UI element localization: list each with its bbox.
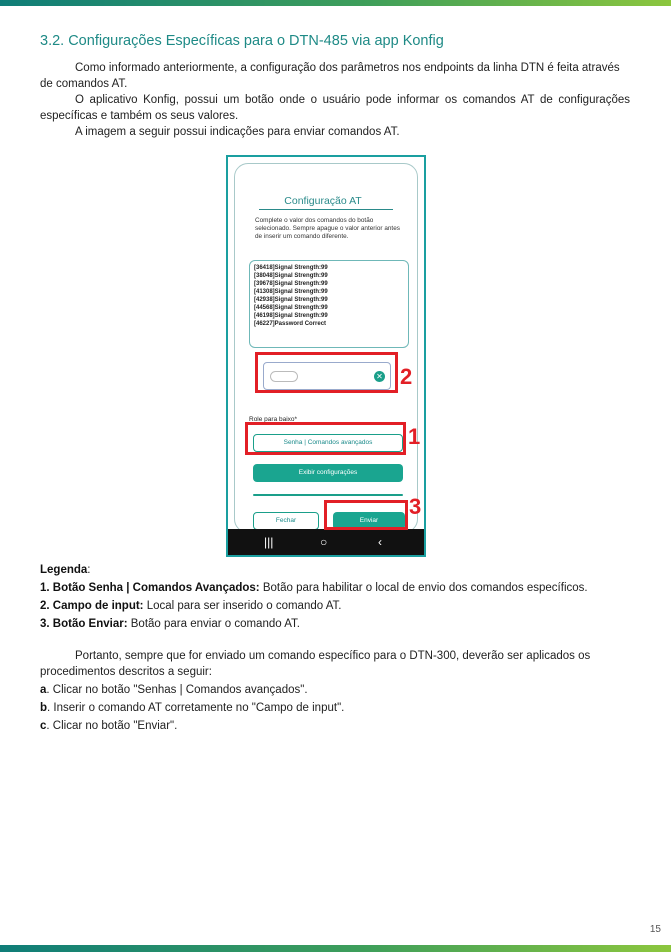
config-at-card bbox=[234, 163, 421, 533]
home-icon[interactable]: ○ bbox=[320, 535, 328, 549]
step-a-letter: a bbox=[40, 684, 47, 696]
intro-paragraph-2: O aplicativo Konfig, possui um botão onde o usuário pode informar os comandos AT de configurações específicas e também os seus valores. bbox=[40, 94, 630, 122]
top-accent-bar bbox=[0, 0, 671, 6]
clear-icon[interactable]: ✕ bbox=[374, 371, 385, 382]
legend-item-3-text: Botão para enviar o comando AT. bbox=[127, 618, 300, 630]
procedure-intro: Portanto, sempre que for enviado um comando específico para o DTN-300, deverão ser aplicados os procedimentos descritos a seguir: bbox=[40, 650, 591, 678]
step-c-letter: c bbox=[40, 720, 47, 732]
legend-title-text: Legenda bbox=[40, 564, 88, 576]
highlight-input-field bbox=[255, 352, 398, 393]
log-line: [42938]Signal Strength:99 bbox=[254, 297, 328, 303]
highlight-enviar-button bbox=[324, 500, 408, 530]
marker-3: 3 bbox=[409, 494, 422, 519]
fechar-button[interactable]: Fechar bbox=[253, 512, 319, 530]
log-line: [41308]Signal Strength:99 bbox=[254, 289, 328, 295]
log-line: [46227]Password Correct bbox=[254, 321, 327, 327]
legend-item-2-text: Local para ser inserido o comando AT. bbox=[143, 600, 342, 612]
log-line: [46198]Signal Strength:99 bbox=[254, 313, 328, 319]
log-line: [36418]Signal Strength:99 bbox=[254, 265, 328, 271]
enviar-button[interactable]: Enviar bbox=[333, 512, 405, 530]
step-b bbox=[40, 700, 344, 716]
legend-title: Legenda: bbox=[40, 564, 91, 576]
legend-item-1-text: Botão para habilitar o local de envio dos comandos específicos. bbox=[259, 582, 588, 594]
android-nav-bar bbox=[228, 529, 424, 555]
log-line: [39678]Signal Strength:99 bbox=[254, 281, 328, 287]
senha-comandos-button[interactable]: Senha | Comandos avançados bbox=[253, 434, 403, 452]
legend-item-3-label: 3. Botão Enviar: bbox=[40, 618, 128, 630]
scroll-hint-label: Role para baixo* bbox=[249, 416, 298, 423]
legend-item-1 bbox=[40, 580, 588, 596]
highlight-senha-button bbox=[245, 422, 406, 455]
section-title: 3.2. Configurações Específicas para o DTN-485 via app Konfig bbox=[40, 33, 444, 49]
recent-apps-icon[interactable]: ||| bbox=[264, 535, 274, 549]
step-c-text: . Clicar no botão "Enviar". bbox=[46, 720, 178, 732]
config-at-title: Configuração AT bbox=[284, 195, 362, 207]
page-number: 15 bbox=[649, 924, 661, 935]
bottom-accent-bar bbox=[0, 945, 671, 952]
intro-paragraph-1: Como informado anteriormente, a configuração dos parâmetros nos endpoints da linha DTN é feita através de comandos AT. bbox=[40, 62, 620, 90]
marker-2: 2 bbox=[400, 364, 413, 389]
legend-item-3 bbox=[40, 616, 300, 632]
config-instructions: Complete o valor dos comandos do botão selecionado. Sempre apague o valor anterior antes de inserir um comando diferente. bbox=[255, 217, 400, 240]
divider bbox=[253, 494, 403, 496]
back-icon[interactable]: ‹ bbox=[378, 535, 382, 549]
log-output-box bbox=[249, 260, 409, 348]
step-c bbox=[40, 718, 177, 734]
legend-item-2-label: 2. Campo de input: bbox=[40, 600, 144, 612]
log-line: [38048]Signal Strength:99 bbox=[254, 273, 328, 279]
step-b-text: . Inserir o comando AT corretamente no "Campo de input". bbox=[47, 702, 345, 714]
legend-item-2 bbox=[40, 598, 341, 614]
intro-paragraph-3: A imagem a seguir possui indicações para enviar comandos AT. bbox=[75, 126, 400, 138]
step-a-text: . Clicar no botão "Senhas | Comandos avançados". bbox=[46, 684, 308, 696]
log-line: [44568]Signal Strength:99 bbox=[254, 305, 328, 311]
marker-1: 1 bbox=[408, 424, 421, 449]
step-a bbox=[40, 682, 308, 698]
title-underline bbox=[259, 209, 393, 210]
exibir-configuracoes-button[interactable]: Exibir configurações bbox=[253, 464, 403, 482]
step-b-letter: b bbox=[40, 702, 48, 714]
legend-item-1-label: 1. Botão Senha | Comandos Avançados: bbox=[40, 582, 260, 594]
